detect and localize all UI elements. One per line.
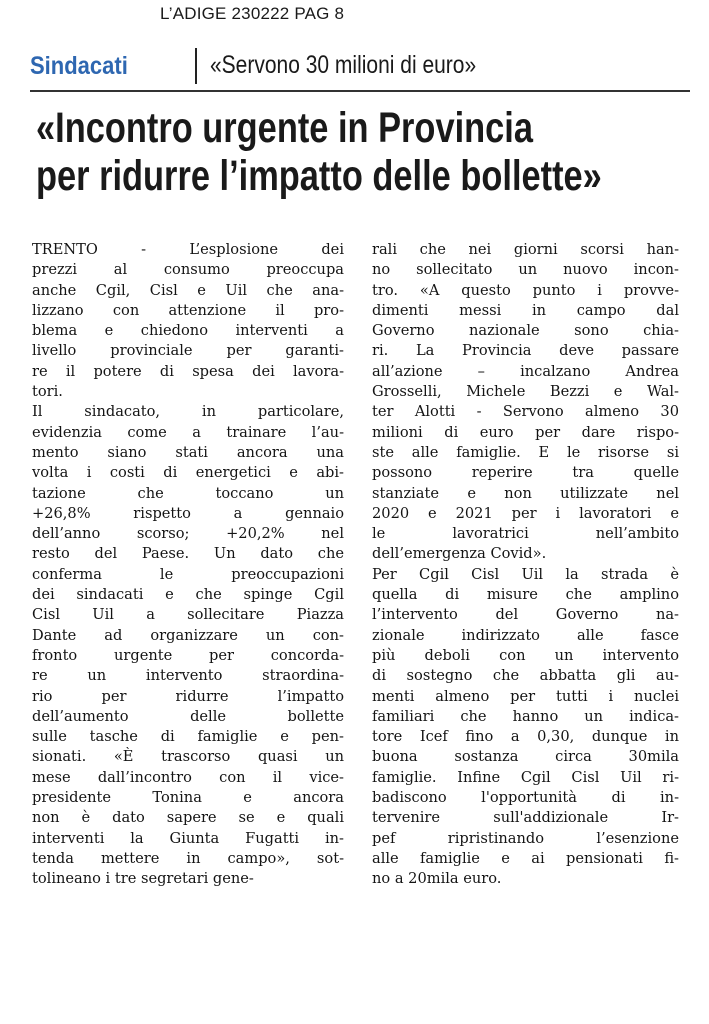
article-text-line: livello provinciale per garanti- <box>32 342 344 360</box>
article-text-line: tori. <box>32 383 63 401</box>
article-text-line: ste alle famiglie. E le risorse si <box>372 443 679 461</box>
article-text-line: fronto urgente per concorda- <box>32 646 344 664</box>
article-text-line: Cisl Uil a sollecitare Piazza <box>32 606 344 624</box>
article-text-line: ri. La Provincia deve passare <box>372 342 679 360</box>
article-text-line: volta i costi di energetici e abi- <box>32 464 344 482</box>
kicker <box>30 44 690 88</box>
article-text-line: dei sindacati e che spinge Cgil <box>32 586 344 604</box>
article-text-line: all’azione – incalzano Andrea <box>372 362 679 380</box>
article-text-line: Dante ad organizzare un con- <box>32 626 344 644</box>
article-text-line: possono reperire tra quelle <box>372 464 679 482</box>
kicker-divider <box>30 90 690 92</box>
article-text-line: presidente Tonina e ancora <box>32 789 344 807</box>
article-text-line: prezzi al consumo preoccupa <box>32 261 344 279</box>
article-text-line: sionati. «È trascorso quasi un <box>32 748 344 766</box>
kicker-quote: «Servono 30 milioni di euro» <box>210 51 477 79</box>
source-label: L’ADIGE 230222 PAG 8 <box>160 4 345 23</box>
article-text-line: Il sindacato, in particolare, <box>32 403 344 421</box>
article-text-line: no sollecitato un nuovo incon- <box>372 261 679 279</box>
article-text-line: anche Cgil, Cisl e Uil che ana- <box>32 281 344 299</box>
article-text-line: resto del Paese. Un dato che <box>32 545 344 563</box>
article-text-line: re un intervento straordina- <box>32 667 344 685</box>
article-text-line: mese dall’incontro con il vice- <box>32 768 344 786</box>
article-text-line: dell’anno scorso; +20,2% nel <box>32 525 344 543</box>
article-text-line: tro. «A questo punto i provve- <box>372 281 679 299</box>
article-text-line: Governo nazionale sono chia- <box>372 322 679 340</box>
article-text-line: familiari che hanno un indica- <box>372 707 679 725</box>
article-text-line: stanziate e non utilizzate nel <box>372 484 679 502</box>
article-text-line: dell’aumento delle bollette <box>32 707 344 725</box>
article-text-line: blema e chiedono interventi a <box>32 322 344 340</box>
article-text-line: menti almeno per tutti i nuclei <box>372 687 679 705</box>
article-text-line: dell’emergenza Covid». <box>372 545 547 563</box>
article-text-line: 2020 e 2021 per i lavoratori e <box>372 504 679 522</box>
article-text-line: badiscono l'opportunità di in- <box>372 789 679 807</box>
article-text-line: conferma le preoccupazioni <box>32 565 344 583</box>
article-text-line: tenda mettere in campo», sot- <box>32 849 344 867</box>
article-text-line: Per Cgil Cisl Uil la strada è <box>372 565 679 583</box>
kicker-separator <box>195 48 197 84</box>
article-text-line: mento siano stati ancora una <box>32 443 344 461</box>
headline-line: «Incontro urgente in Provincia <box>36 104 533 152</box>
article-text-line: dimenti messi in campo dal <box>372 301 679 319</box>
article-text-line: alle famiglie e ai pensionati fi- <box>372 849 679 867</box>
article-text-line: non è dato sapere se e quali <box>32 809 344 827</box>
article-text-line: ter Alotti - Servono almeno 30 <box>372 403 679 421</box>
article-text-line: buona sostanza circa 30mila <box>372 748 679 766</box>
article-text-line: evidenzia come a trainare l’au- <box>32 423 344 441</box>
article-text-line: tore Icef fino a 0,30, dunque in <box>372 728 679 746</box>
article-text-line: lizzano con attenzione il pro- <box>32 301 344 319</box>
article-text-line: no a 20mila euro. <box>372 870 502 888</box>
headline-line: per ridurre l’impatto delle bollette» <box>36 152 602 200</box>
article-text-line: più deboli con un intervento <box>372 646 679 664</box>
article-column-right <box>372 240 679 890</box>
article-text-line: re il potere di spesa dei lavora- <box>32 362 344 380</box>
article-text-line: famiglie. Infine Cgil Cisl Uil ri- <box>372 768 679 786</box>
article-text-line: di sostegno che abbatta gli au- <box>372 667 679 685</box>
article-column-left <box>32 240 344 890</box>
article-text-line: pef ripristinando l’esenzione <box>372 829 679 847</box>
article-text-line: Grosselli, Michele Bezzi e Wal- <box>372 383 679 401</box>
article-text-line: zionale indirizzato alle fasce <box>372 626 679 644</box>
article-text-line: quella di misure che amplino <box>372 586 679 604</box>
article-text-line: tolineano i tre segretari gene- <box>32 870 254 888</box>
article-text-line: sulle tasche di famiglie e pen- <box>32 728 344 746</box>
article-text-line: tazione che toccano un <box>32 484 344 502</box>
article-text-line: tervenire sull'addizionale Ir- <box>372 809 679 827</box>
article-text-line: l’intervento del Governo na- <box>372 606 679 624</box>
article-text-line: +26,8% rispetto a gennaio <box>32 504 344 522</box>
article-text-line: rio per ridurre l’impatto <box>32 687 344 705</box>
article-text-line: le lavoratrici nell’ambito <box>372 525 679 543</box>
article-text-line: rali che nei giorni scorsi han- <box>372 241 679 258</box>
section-label: Sindacati <box>30 51 128 80</box>
article-text-line: milioni di euro per dare rispo- <box>372 423 679 441</box>
headline <box>36 104 602 200</box>
article-text-line: interventi la Giunta Fugatti in- <box>32 829 344 847</box>
article-text-line: TRENTO - L’esplosione dei <box>32 241 344 258</box>
